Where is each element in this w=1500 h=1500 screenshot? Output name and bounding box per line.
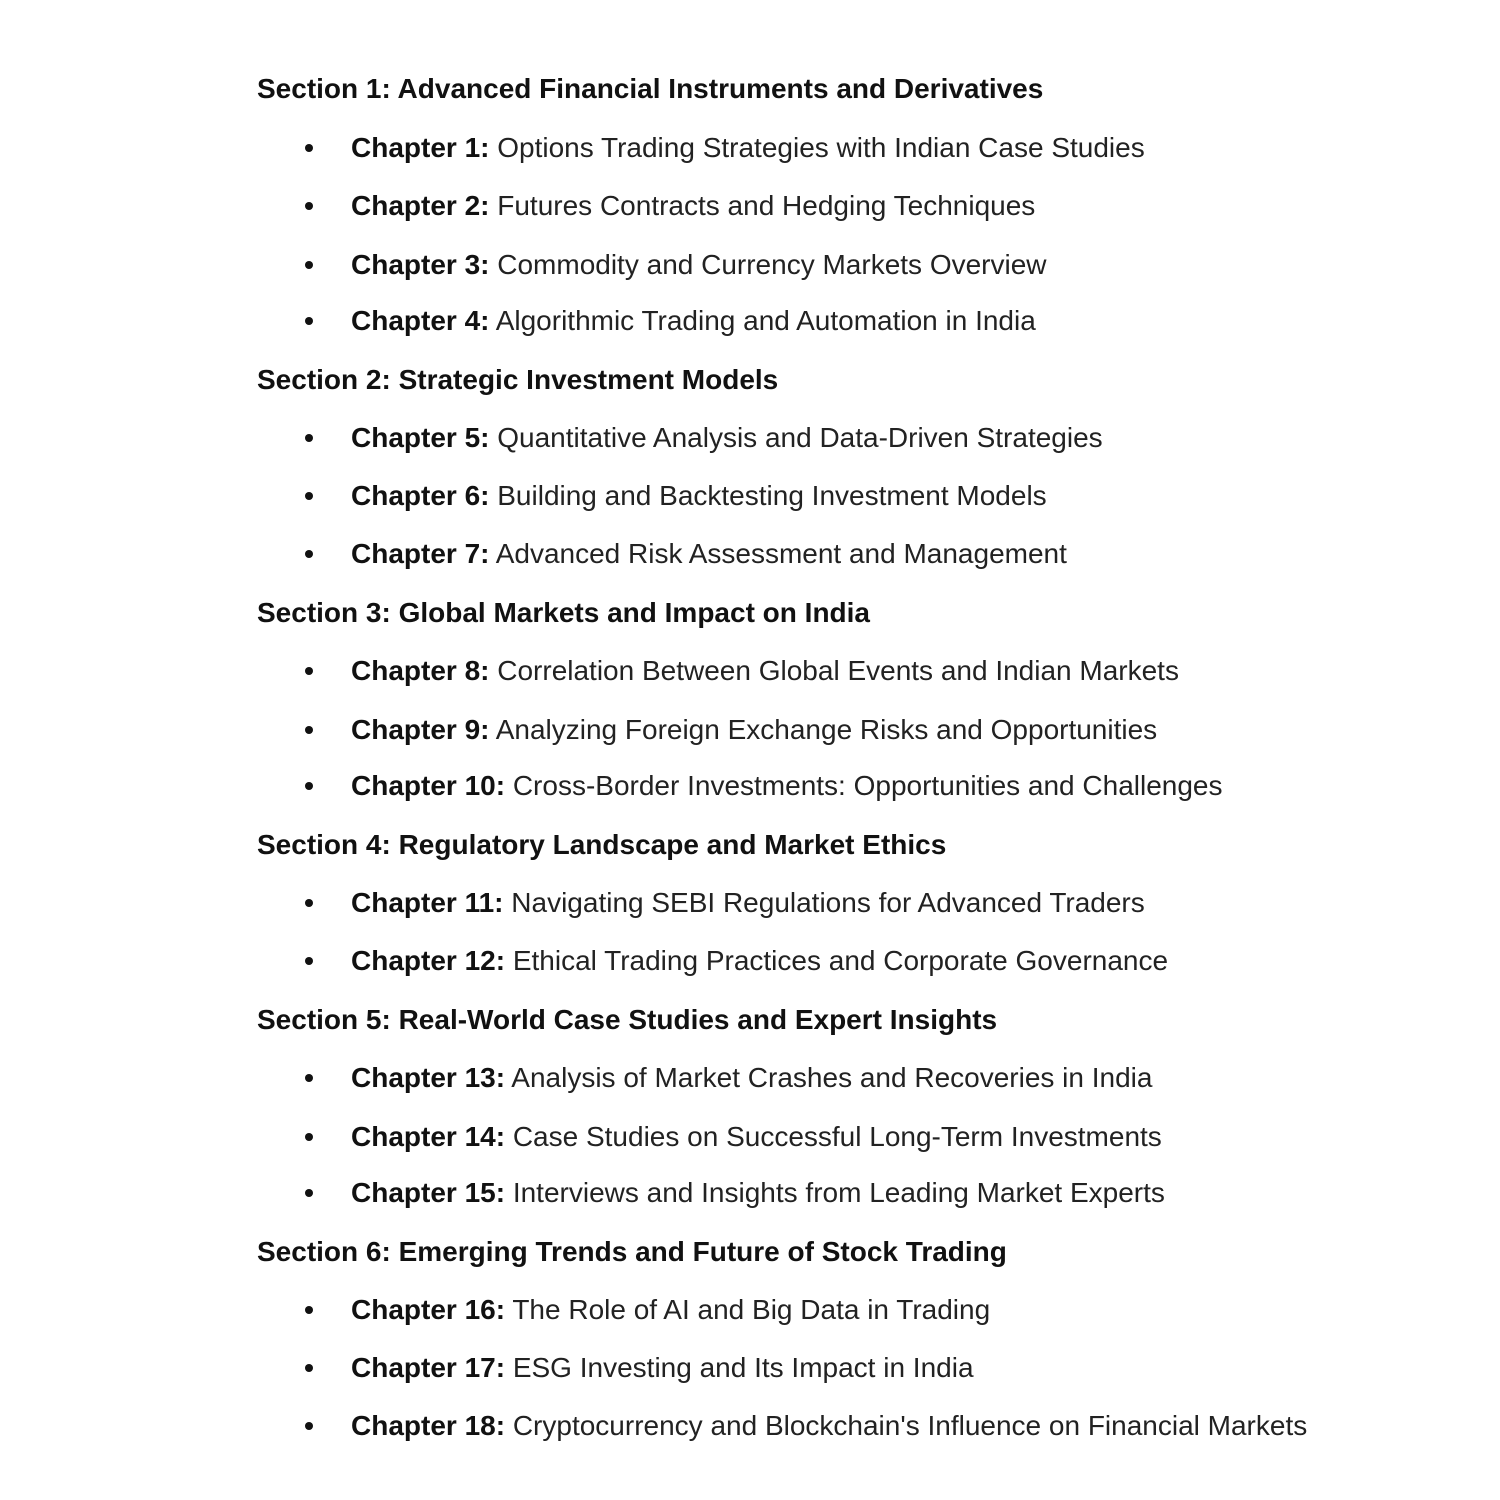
bullet-icon (305, 1189, 313, 1197)
bullet-icon (305, 957, 313, 965)
chapter-title: Algorithmic Trading and Automation in India (495, 305, 1036, 336)
chapter-label: Chapter 5: (351, 422, 490, 453)
chapter-label: Chapter 10: (351, 770, 506, 801)
bullet-icon (305, 202, 313, 210)
chapter-title: Interviews and Insights from Leading Market Experts (512, 1177, 1165, 1208)
chapter-title: Case Studies on Successful Long-Term Investments (512, 1121, 1162, 1152)
chapter-label: Chapter 7: (351, 538, 490, 569)
bullet-icon (305, 434, 313, 442)
chapter-title: Commodity and Currency Markets Overview (497, 249, 1047, 280)
bullet-icon (305, 144, 313, 152)
chapter-label: Chapter 16: (351, 1294, 506, 1325)
chapter-title: Correlation Between Global Events and Indian Markets (497, 655, 1179, 686)
chapter-label: Chapter 11: (351, 887, 504, 918)
chapter-title: Navigating SEBI Regulations for Advanced Traders (511, 887, 1145, 918)
chapter-title: Quantitative Analysis and Data-Driven Strategies (497, 422, 1103, 453)
chapter-title: Futures Contracts and Hedging Techniques (497, 190, 1036, 221)
chapter-title: Cryptocurrency and Blockchain's Influence on Financial Markets (512, 1410, 1308, 1441)
chapter-label: Chapter 14: (351, 1121, 506, 1152)
bullet-icon (305, 261, 313, 269)
chapter-label: Chapter 2: (351, 190, 490, 221)
chapter-label: Chapter 17: (351, 1352, 506, 1383)
bullet-icon (305, 1422, 313, 1430)
chapter-title: The Role of AI and Big Data in Trading (512, 1294, 991, 1325)
chapter-label: Chapter 9: (351, 714, 490, 745)
chapter-title: Advanced Risk Assessment and Management (495, 538, 1067, 569)
section-title: Section 2: Strategic Investment Models (257, 364, 779, 395)
chapter-label: Chapter 13: (351, 1062, 506, 1093)
chapter-label: Chapter 12: (351, 945, 506, 976)
chapter-title: ESG Investing and Its Impact in India (512, 1352, 974, 1383)
bullet-icon (305, 550, 313, 558)
chapter-title: Ethical Trading Practices and Corporate Governance (512, 945, 1169, 976)
chapter-label: Chapter 3: (351, 249, 490, 280)
chapter-title: Cross-Border Investments: Opportunities and Challenges (512, 770, 1223, 801)
bullet-icon (305, 667, 313, 675)
bullet-icon (305, 1074, 313, 1082)
section-title: Section 1: Advanced Financial Instruments and Derivatives (257, 73, 1044, 104)
chapter-label: Chapter 1: (351, 132, 490, 163)
bullet-icon (305, 1364, 313, 1372)
chapter-label: Chapter 18: (351, 1410, 506, 1441)
section-title: Section 3: Global Markets and Impact on India (257, 597, 871, 628)
bullet-icon (305, 782, 313, 790)
chapter-label: Chapter 8: (351, 655, 490, 686)
bullet-icon (305, 1306, 313, 1314)
bullet-icon (305, 899, 313, 907)
bullet-icon (305, 317, 313, 325)
chapter-title: Analysis of Market Crashes and Recoveries in India (511, 1062, 1153, 1093)
bullet-icon (305, 726, 313, 734)
chapter-label: Chapter 15: (351, 1177, 506, 1208)
bullet-icon (305, 492, 313, 500)
chapter-title: Building and Backtesting Investment Models (497, 480, 1047, 511)
bullet-icon (305, 1133, 313, 1141)
section-title: Section 5: Real-World Case Studies and Expert Insights (257, 1004, 998, 1035)
chapter-label: Chapter 6: (351, 480, 490, 511)
chapter-title: Options Trading Strategies with Indian Case Studies (497, 132, 1145, 163)
section-title: Section 4: Regulatory Landscape and Market Ethics (257, 829, 947, 860)
chapter-title: Analyzing Foreign Exchange Risks and Opportunities (495, 714, 1158, 745)
section-title: Section 6: Emerging Trends and Future of Stock Trading (257, 1236, 1007, 1267)
chapter-label: Chapter 4: (351, 305, 490, 336)
